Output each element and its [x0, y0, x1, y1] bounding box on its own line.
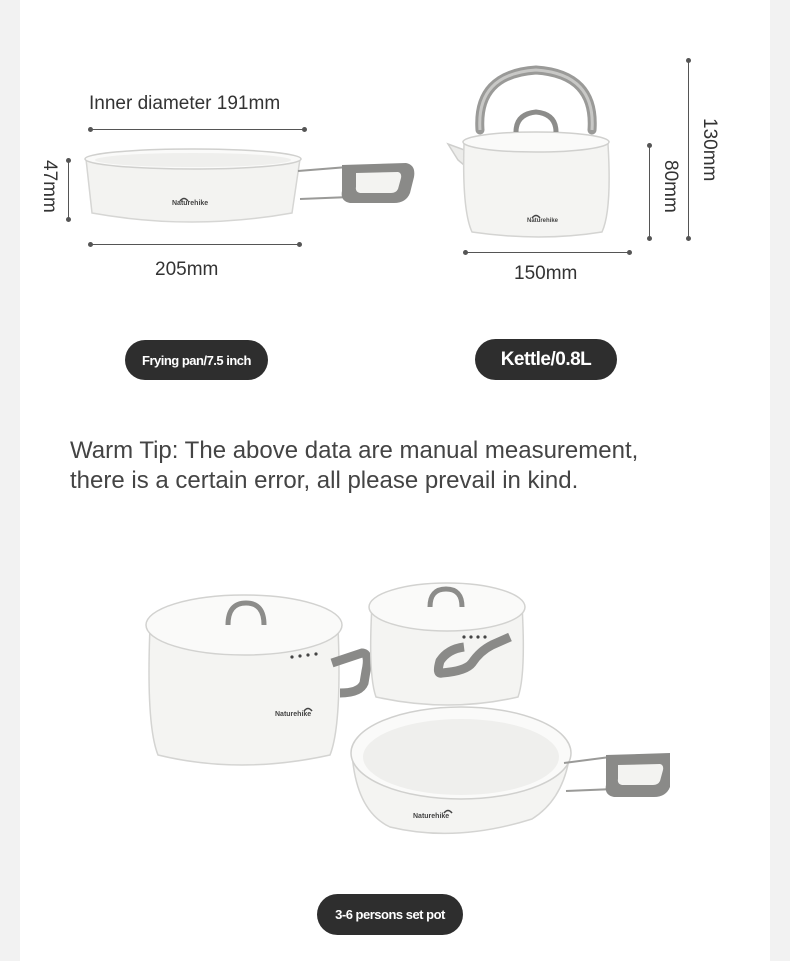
kettle-width-label: 150mm: [514, 263, 578, 284]
dim-dot: [463, 250, 468, 255]
dim-dot: [647, 143, 652, 148]
dim-dot: [686, 236, 691, 241]
product-detail-page: [20, 0, 770, 961]
kettle-label-badge: Kettle/0.8L: [475, 339, 617, 380]
frying-pan-image: [80, 145, 425, 235]
set-label-badge: 3-6 persons set pot: [317, 894, 463, 935]
kettle-body-height-label: 80mm: [660, 160, 681, 213]
set-large-pot-brand: Naturehike: [275, 711, 312, 718]
kettle-total-height-line: [688, 60, 689, 238]
dim-dot: [627, 250, 632, 255]
dim-dot: [66, 158, 71, 163]
pan-height-label: 47mm: [39, 160, 60, 213]
cookware-set-image: [140, 575, 670, 845]
pan-width-label: 205mm: [155, 259, 219, 280]
kettle-body-height-line: [649, 145, 650, 238]
warm-tip-line-2: there is a certain error, all please prevail in kind.: [70, 467, 579, 494]
pan-width-line: [90, 244, 300, 245]
kettle-total-height-label: 130mm: [699, 118, 720, 182]
dim-dot: [302, 127, 307, 132]
dim-dot: [88, 242, 93, 247]
dim-dot: [647, 236, 652, 241]
dim-dot: [297, 242, 302, 247]
kettle-brand-logo: Naturehike: [527, 218, 559, 224]
warm-tip-text: [70, 436, 710, 496]
pan-inner-diameter-line: [90, 129, 305, 130]
pan-brand-logo: Naturehike: [172, 200, 209, 207]
frying-pan-label-badge: Frying pan/7.5 inch: [125, 340, 268, 380]
set-pan-brand: Naturehike: [413, 813, 450, 820]
dim-dot: [88, 127, 93, 132]
dim-dot: [66, 217, 71, 222]
dim-dot: [686, 58, 691, 63]
warm-tip-line-1: Warm Tip: The above data are manual measurement,: [70, 437, 639, 464]
pan-inner-diameter-label: Inner diameter 191mm: [89, 93, 281, 114]
pan-height-line: [68, 160, 69, 220]
kettle-width-line: [465, 252, 630, 253]
